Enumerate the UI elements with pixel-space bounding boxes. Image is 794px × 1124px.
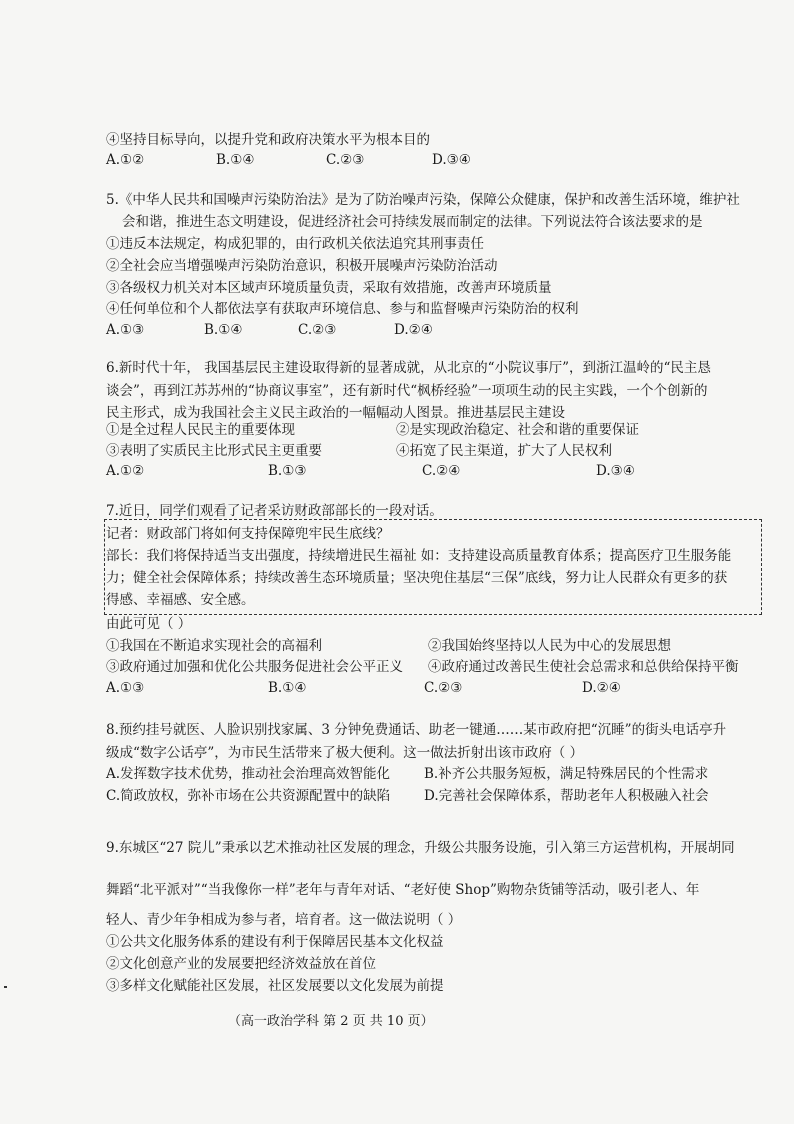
q7-statement-1: ①我国在不断追求实现社会的高福利 (106, 638, 322, 654)
q7-option-a: A.①③ (106, 680, 145, 696)
q6-stem-line-3: 民主形式，成为我国社会主义民主政治的一幅幅动人图景。推进基层民主建设 (106, 405, 565, 421)
q5-statement-4: ④任何单位和个人都依法享有获取声环境信息、参与和监督噪声污染防治的权利 (106, 301, 579, 317)
q4-option-b: B.①④ (216, 152, 255, 168)
q6-option-c: C.②④ (422, 463, 461, 479)
q5-option-d: D.②④ (394, 322, 433, 338)
q7-dialogue-line-1: 记者：财政部门将如何支持保障兜牢民生底线？ (106, 526, 390, 542)
q7-stem: 7.近日，同学们观看了记者采访财政部部长的一段对话。 (106, 503, 443, 519)
q5-statement-3: ③各级权力机关对本区域声环境质量负责，采取有效措施，改善声环境质量 (106, 280, 552, 296)
q9-statement-3: ③多样文化赋能社区发展，社区发展要以文化发展为前提 (106, 978, 444, 994)
q6-statement-2: ②是实现政治稳定、社会和谐的重要保证 (396, 422, 639, 438)
q7-dialogue-line-3: 力；健全社会保障体系；持续改善生态环境质量；坚决兜住基层“三保”底线，努力让人民群众有更多的获 (106, 570, 728, 586)
q5-stem-line-2: 会和谐，推进生态文明建设，促进经济社会可持续发展而制定的法律。下列说法符合该法要求的是 (122, 214, 703, 230)
page-footer: （高一政治学科 第 2 页 共 10 页） (228, 1014, 434, 1029)
q4-statement-4: ④坚持目标导向，以提升党和政府决策水平为根本目的 (106, 132, 430, 148)
q8-option-a: A.发挥数字技术优势，推动社会治理高效智能化 (106, 766, 391, 782)
q9-stem-line-2: 舞蹈“北平派对”“当我像你一样”老年与青年对话、“老好使 Shop”购物杂货铺等活动，吸引老人、年 (106, 882, 700, 898)
q9-stem-line-3: 轻人、青少年争相成为参与者，培育者。这一做法说明（ ） (106, 912, 462, 928)
q6-statement-1: ①是全过程人民民主的重要体现 (106, 422, 295, 438)
q6-option-a: A.①② (106, 463, 145, 479)
q4-option-d: D.③④ (432, 152, 471, 168)
q7-dialogue-line-4: 得感、幸福感、安全感。 (106, 592, 255, 608)
q7-dialogue-line-2: 部长：我们将保持适当支出强度，持续增进民生福祉 如：支持建设高质量教育体系；提高医疗卫生服务能 (106, 548, 732, 564)
q8-option-d: D.完善社会保障体系，帮助老年人积极融入社会 (424, 788, 709, 804)
q9-statement-2: ②文化创意产业的发展要把经济效益放在首位 (106, 956, 376, 972)
q7-statement-4: ④政府通过改善民生使社会总需求和总供给保持平衡 (428, 659, 739, 675)
q7-option-c: C.②③ (424, 680, 463, 696)
q7-option-b: B.①④ (268, 680, 307, 696)
q5-option-c: C.②③ (298, 322, 337, 338)
q6-stem-line-1: 6.新时代十年， 我国基层民主建设取得新的显著成就，从北京的“小院议事厅”，到浙江温岭的“民主恳 (106, 360, 711, 376)
q5-statement-2: ②全社会应当增强噪声污染防治意识，积极开展噪声污染防治活动 (106, 258, 498, 274)
q8-option-b: B.补齐公共服务短板，满足特殊居民的个性需求 (424, 766, 709, 782)
scan-speck (4, 986, 7, 988)
q9-statement-1: ①公共文化服务体系的建设有利于保障居民基本文化权益 (106, 934, 444, 950)
q8-stem-line-2: 级成“数字公话亭”，为市民生活带来了极大便利。这一做法折射出该市政府（ ） (106, 745, 584, 761)
q4-option-c: C.②③ (326, 152, 365, 168)
q8-stem-line-1: 8.预约挂号就医、人脸识别找家属、3 分钟免费通话、助老一键通……某市政府把“沉睡”的街头电话亭升 (106, 722, 727, 738)
q5-stem-line-1: 5.《中华人民共和国噪声污染防治法》是为了防治噪声污染，保障公众健康，保护和改善生活环境，维护社 (106, 192, 740, 208)
q6-option-d: D.③④ (596, 463, 635, 479)
q7-option-d: D.②④ (582, 680, 621, 696)
q4-option-a: A.①② (106, 152, 145, 168)
q6-option-b: B.①③ (268, 463, 307, 479)
q6-statement-3: ③表明了实质民主比形式民主更重要 (106, 443, 322, 459)
q7-prompt: 由此可见（ ） (106, 616, 192, 632)
q8-option-c: C.简政放权，弥补市场在公共资源配置中的缺陷 (106, 788, 391, 804)
q9-stem-line-1: 9.东城区“27 院儿”秉承以艺术推动社区发展的理念，升级公共服务设施，引入第三方运营机构，开展胡同 (106, 840, 735, 856)
q6-statement-4: ④拓宽了民主渠道，扩大了人民权利 (396, 443, 612, 459)
q6-stem-line-2: 谈会”，再到江苏苏州的“协商议事室”，还有新时代“枫桥经验”一项项生动的民主实践，一个个创新的 (106, 383, 708, 399)
q7-statement-3: ③政府通过加强和优化公共服务促进社会公平正义 (106, 659, 403, 675)
q5-option-b: B.①④ (204, 322, 243, 338)
q7-statement-2: ②我国始终坚持以人民为中心的发展思想 (428, 638, 671, 654)
q5-statement-1: ①违反本法规定，构成犯罪的，由行政机关依法追究其刑事责任 (106, 236, 484, 252)
q5-option-a: A.①③ (106, 322, 145, 338)
